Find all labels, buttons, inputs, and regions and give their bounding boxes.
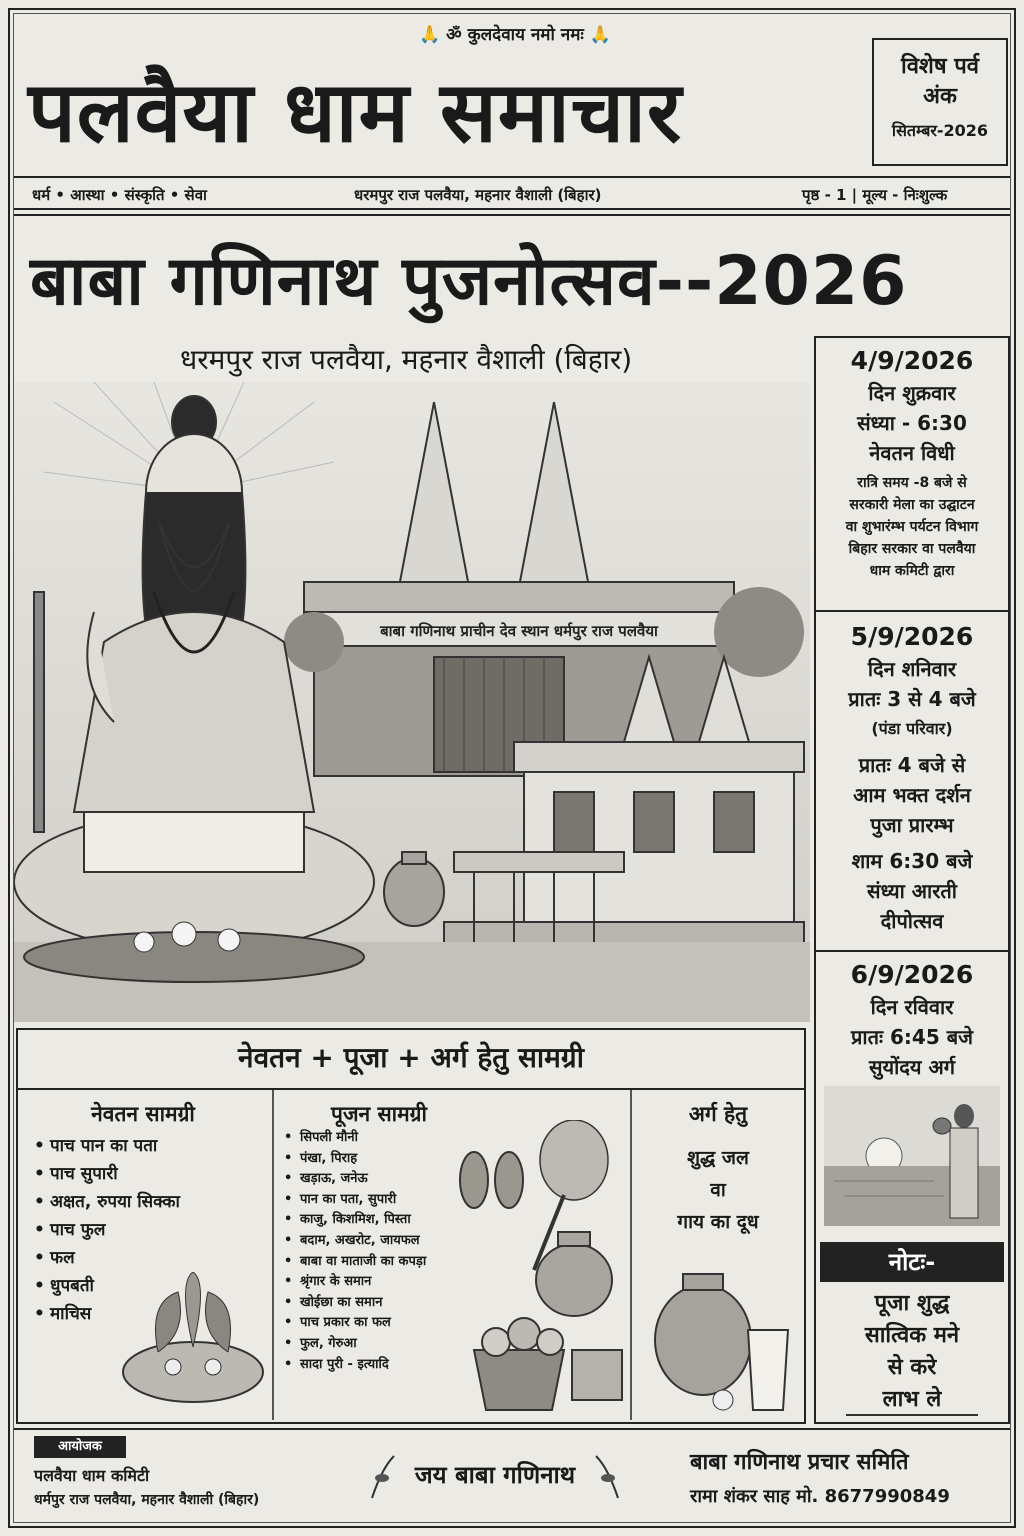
organizer-name: पलवैया धाम कमिटी (34, 1466, 150, 1485)
newspaper-title: पलवैया धाम समाचार (28, 63, 683, 161)
contact-info: रामा शंकर साह मो. 8677990849 (690, 1486, 950, 1507)
sub-headline: धरमपुर राज पलवैया, महनार वैशाली (बिहार) (180, 343, 633, 376)
water-milk-illustration (648, 1250, 798, 1420)
list-item: • सिपली मौनी (282, 1128, 426, 1149)
arg-line: वा (710, 1179, 726, 1201)
schedule-column (814, 336, 1010, 1424)
note-body (816, 1288, 1008, 1416)
organizer-label: आयोजक (34, 1436, 126, 1458)
schedule-date: 4/9/2026 (850, 346, 974, 375)
list-item: • खड़ाऊ, जनेऊ (282, 1169, 426, 1190)
list-item: • फल (32, 1244, 180, 1272)
samiti-name: बाबा गणिनाथ प्रचार समिति (690, 1450, 909, 1475)
slogan: जय बाबा गणिनाथ (414, 1461, 576, 1489)
schedule-line: दीपोत्सव (880, 909, 944, 933)
temple-sign: बाबा गणिनाथ प्राचीन देव स्थान धर्मपुर राज पलवैया (380, 622, 658, 640)
list-item: • पान का पता, सुपारी (282, 1190, 426, 1211)
schedule-line: पुजा प्रारम्भ (870, 813, 954, 837)
schedule-date: 6/9/2026 (850, 960, 974, 989)
list-item: • फुल, गेरुआ (282, 1334, 426, 1355)
organizer-address: धर्मपुर राज पलवैया, महनार वैशाली (बिहार) (34, 1492, 260, 1508)
special-issue-date: सितम्बर-2026 (891, 121, 989, 140)
divider (630, 1090, 632, 1420)
special-issue-box (872, 38, 1008, 166)
note-heading: नोटः- (820, 1242, 1004, 1282)
arg-items (632, 1142, 804, 1238)
special-issue-line2: अंक (923, 84, 957, 109)
masthead-info-bar (14, 176, 1010, 210)
list-item: • काजु, किशमिश, पिस्ता (282, 1210, 426, 1231)
note-line: से करे (887, 1355, 937, 1380)
schedule-note: वा शुभारंम्भ पर्यटन विभाग (845, 519, 979, 535)
puja-items-illustration (454, 1120, 628, 1420)
note-line: लाभ ले (882, 1387, 942, 1412)
samagri-section (16, 1028, 806, 1424)
pujan-title: पूजन सामग्री (331, 1102, 427, 1126)
note-line: सात्विक मने (864, 1323, 960, 1348)
schedule-line: दिन रविवार (870, 995, 954, 1019)
list-item: • माचिस (32, 1300, 180, 1328)
tagline: धर्म • आस्था • संस्कृति • सेवा (32, 186, 207, 204)
sunrise-arg-illustration (824, 1086, 1000, 1226)
schedule-day-2 (816, 620, 1008, 936)
schedule-note: धाम कमिटी द्वारा (869, 563, 955, 579)
milk-glass-icon (748, 1330, 788, 1410)
samagri-title: नेवतन + पूजा + अर्ग हेतु सामग्री (238, 1041, 584, 1074)
list-item: • पाच फुल (32, 1216, 180, 1244)
schedule-note: सरकारी मेला का उद्घाटन (849, 497, 975, 513)
divider (816, 610, 1008, 612)
schedule-line: प्रातः 3 से 4 बजे (848, 687, 976, 711)
fruit-basket-icon (474, 1318, 564, 1410)
divider (272, 1090, 274, 1420)
list-item: • पाच पान का पता (32, 1132, 180, 1160)
schedule-line: दिन शनिवार (867, 657, 957, 681)
divider (816, 950, 1008, 952)
list-item: • श्रृंगार के समान (282, 1272, 426, 1293)
list-item: • खोईछा का समान (282, 1293, 426, 1314)
schedule-line: प्रातः 6:45 बजे (851, 1025, 973, 1049)
tree (714, 587, 804, 677)
list-item: • अक्षत, रुपया सिक्का (32, 1188, 180, 1216)
nevtan-title: नेवतन सामग्री (91, 1102, 195, 1126)
list-item: • पाच प्रकार का फल (282, 1313, 426, 1334)
list-item: • सादा पुरी - इत्यादि (282, 1355, 426, 1376)
arg-line: शुद्ध जल (687, 1147, 749, 1169)
schedule-line: (पंडा परिवार) (871, 719, 953, 738)
note-line: पूजा शुद्ध (874, 1291, 950, 1316)
pan-plate-illustration (118, 1272, 268, 1412)
arg-line: गाय का दूध (677, 1211, 759, 1233)
schedule-line: नेवतन विधी (869, 441, 955, 465)
schedule-line: दिन शुक्रवार (868, 381, 956, 405)
special-issue-line1: विशेष पर्व (901, 54, 979, 79)
schedule-line: आम भक्त दर्शन (853, 783, 971, 807)
baba-ganinath-temple-illustration (14, 382, 810, 1022)
divider (18, 1088, 804, 1090)
main-headline: बाबा गणिनाथ पुजनोत्सव--2026 (30, 242, 908, 321)
divider (14, 1428, 1010, 1430)
cloth-icon (572, 1350, 622, 1400)
arg-title: अर्ग हेतु (688, 1102, 748, 1126)
list-item: • बदाम, अखरोट, जायफल (282, 1231, 426, 1252)
lota-icon (536, 1232, 612, 1316)
list-item: • पंखा, पिराह (282, 1149, 426, 1170)
list-item: • बाबा वा माताजी का कपड़ा (282, 1252, 426, 1273)
pujan-list (282, 1128, 426, 1375)
list-item: • पाच सुपारी (32, 1160, 180, 1188)
invocation-line: 🙏 ॐ कुलदेवाय नमो नमः 🙏 (419, 25, 611, 45)
page-price: पृष्ठ - 1 | मूल्य - निःशुल्क (802, 186, 948, 204)
schedule-line: शाम 6:30 बजे (851, 849, 973, 873)
schedule-line: संध्या - 6:30 (857, 411, 967, 435)
khadau-icon (460, 1152, 523, 1208)
schedule-date: 5/9/2026 (850, 622, 974, 651)
schedule-day-3 (816, 958, 1008, 1082)
schedule-day-1 (816, 344, 1008, 582)
schedule-line: सुयोंदय अर्ग (868, 1055, 956, 1079)
schedule-line: संध्या आरती (867, 879, 957, 903)
schedule-line: प्रातः 4 बजे से (858, 753, 966, 777)
water-pot-icon (655, 1274, 751, 1395)
schedule-note: बिहार सरकार वा पलवैया (848, 541, 976, 557)
ornament-divider (846, 1414, 978, 1416)
list-item: • धुपबती (32, 1272, 180, 1300)
masthead-location: धरमपुर राज पलवैया, महनार वैशाली (बिहार) (354, 186, 602, 204)
schedule-note: रात्रि समय -8 बजे से (857, 475, 967, 491)
divider (14, 214, 1010, 216)
